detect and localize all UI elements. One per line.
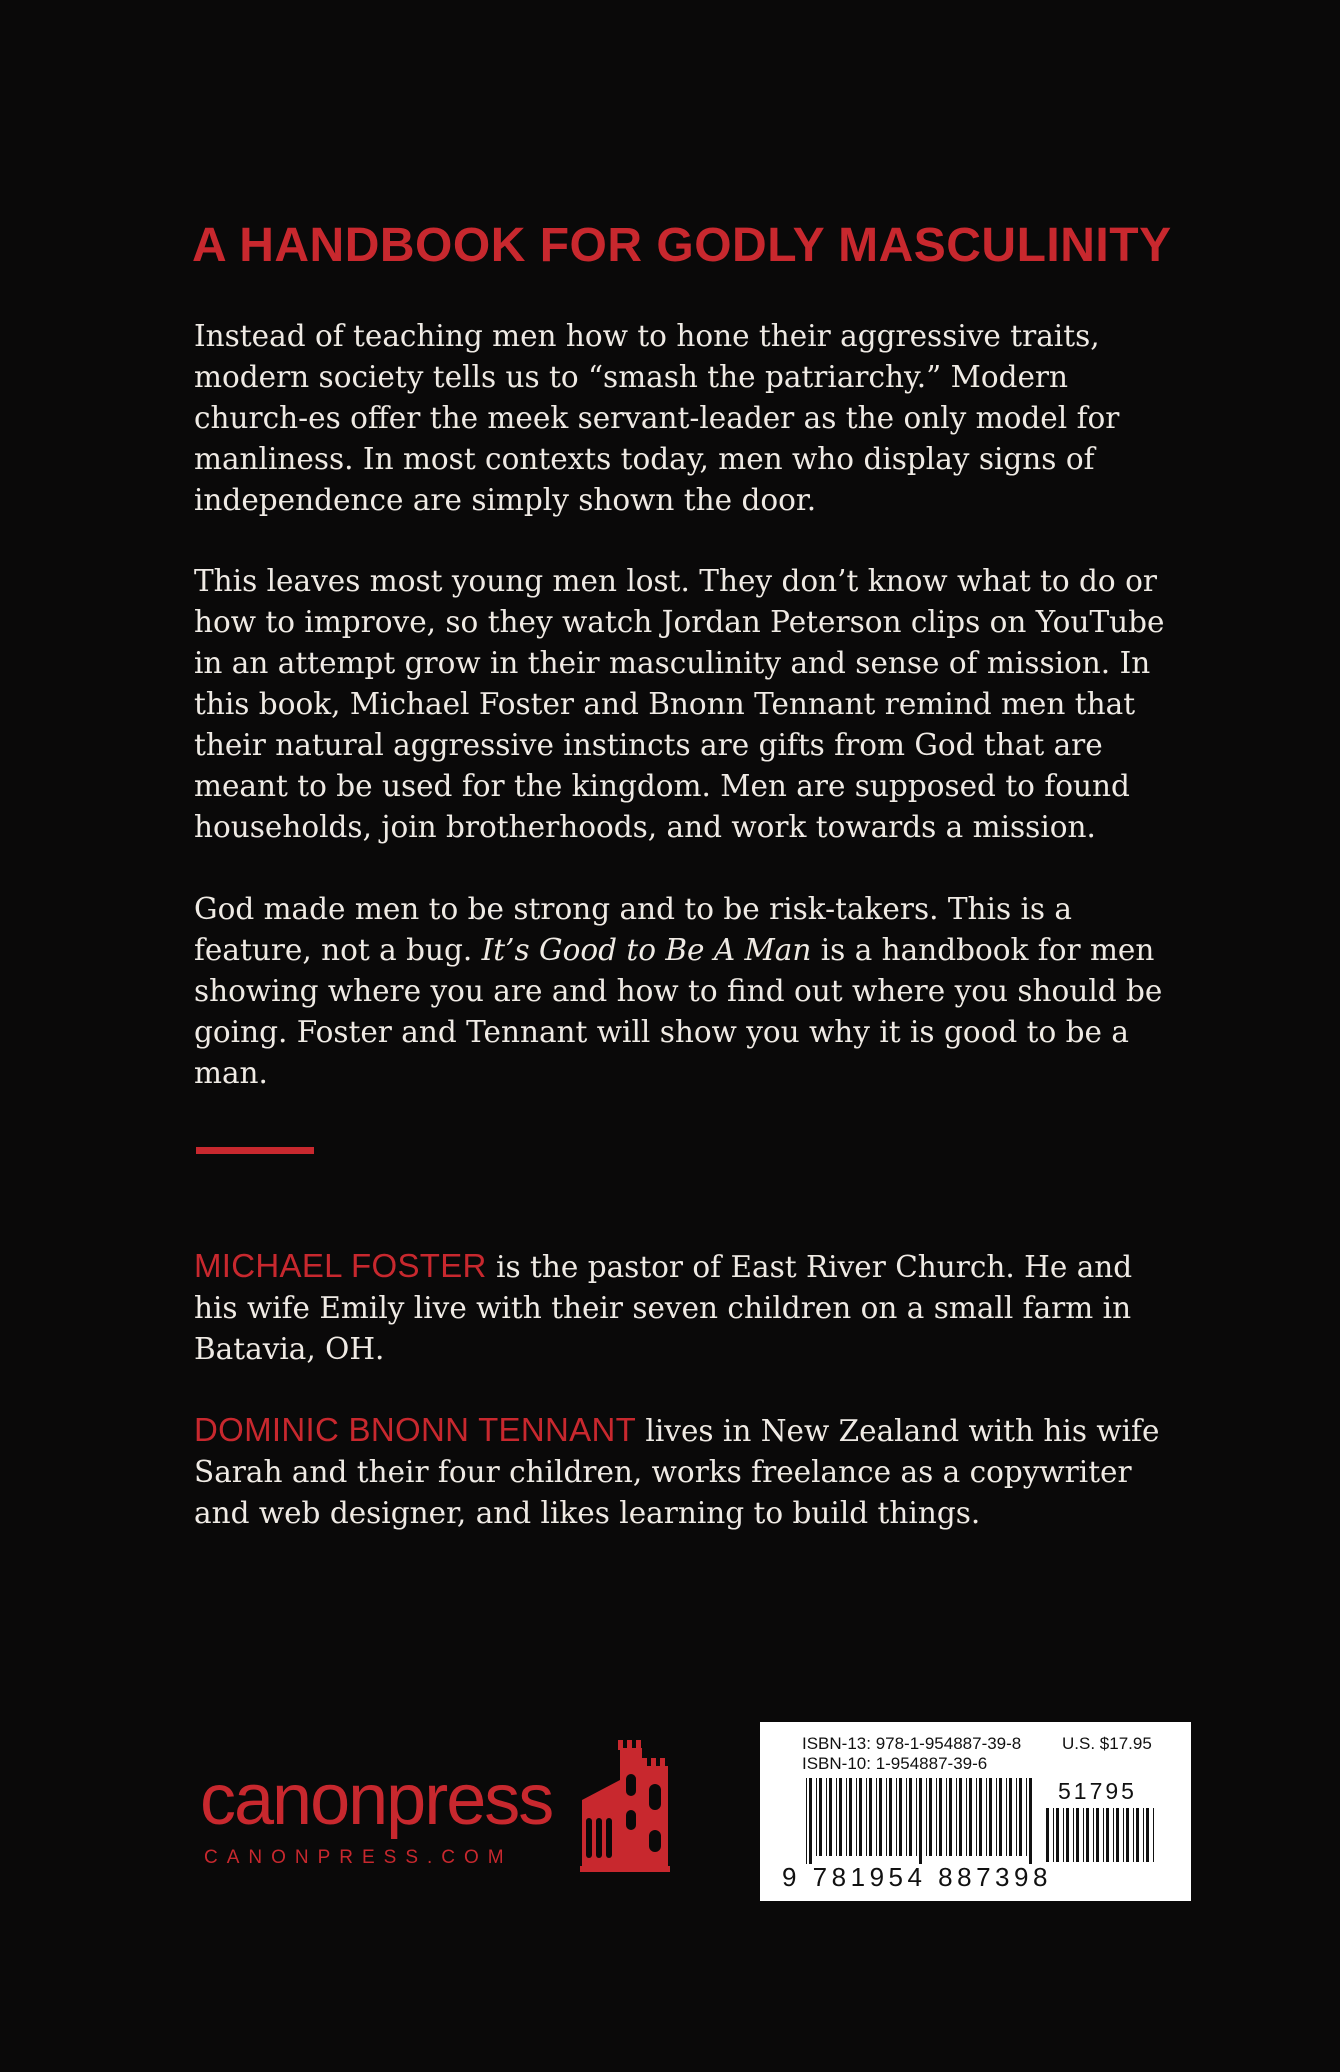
barcode-bar <box>876 1778 877 1856</box>
barcode-bar <box>1073 1808 1074 1862</box>
barcode-bar <box>1019 1778 1022 1856</box>
barcode-bar <box>889 1778 892 1856</box>
barcode-number: 9 781954 887398 <box>782 1862 1052 1892</box>
barcode-bar <box>969 1778 972 1856</box>
barcode-bar <box>859 1778 862 1856</box>
barcode-bar <box>899 1778 902 1856</box>
barcode-bar <box>1083 1808 1084 1862</box>
barcode-bar <box>856 1778 857 1856</box>
price-addon-code: 51795 <box>1058 1778 1137 1804</box>
barcode-bar <box>869 1778 872 1856</box>
publisher-name: canonpress <box>200 1760 553 1840</box>
barcode-bar <box>839 1778 842 1856</box>
barcode-bar <box>1096 1808 1099 1862</box>
barcode-bar <box>996 1778 997 1856</box>
publisher-url: CANONPRESS.COM <box>204 1847 513 1868</box>
barcode-bar <box>1153 1808 1154 1862</box>
barcode-bar <box>1116 1808 1119 1862</box>
barcode-bar <box>979 1778 982 1856</box>
book-title: It’s Good to Be A Man <box>481 933 812 967</box>
barcode-bar <box>896 1778 897 1856</box>
barcode-bar <box>1086 1808 1089 1862</box>
barcode-bar <box>936 1778 937 1856</box>
tower-icon <box>580 1740 670 1875</box>
barcode-bar <box>1123 1808 1124 1862</box>
barcode-bar <box>939 1778 942 1856</box>
description-paragraph-1: Instead of teaching men how to hone their aggressive traits, modern society tells us to “smash the patriarchy.” Modern church-es offer the meek servant-leader as the only model for manliness. In most contexts today, men who display signs of independence are simply shown the door. <box>194 319 1120 517</box>
barcode-bar <box>1103 1808 1104 1862</box>
barcode-bar <box>1136 1808 1139 1862</box>
barcode-bar <box>1143 1808 1144 1862</box>
barcode-bar <box>966 1778 967 1856</box>
barcode-bar <box>1063 1808 1064 1862</box>
barcode-bar <box>976 1778 977 1856</box>
barcode-bar <box>989 1778 992 1856</box>
author-bio-text-1: is the pastor of East River Church. He and his wife Emily live with their seven children on a small farm in Batavia, OH. <box>194 1250 1133 1366</box>
isbn-13-label: ISBN-13: 978-1-954887-39-8 <box>802 1734 1022 1753</box>
barcode-bar <box>829 1778 832 1856</box>
author-name-2: DOMINIC BNONN TENNANT <box>194 1411 637 1448</box>
description-paragraph-3 <box>194 889 1184 1094</box>
barcode-bar <box>1053 1808 1054 1862</box>
barcode-bar <box>1029 1778 1032 1864</box>
barcode-bar <box>1026 1778 1027 1856</box>
isbn-10-label: ISBN-10: 1-954887-39-6 <box>802 1754 988 1773</box>
barcode-bar <box>959 1778 962 1856</box>
price-label: U.S. $17.95 <box>1062 1734 1152 1753</box>
barcode-bar <box>1006 1778 1007 1856</box>
barcode-bar <box>819 1778 822 1856</box>
paragraph-3-text-end: is a handbook for men showing where you are and how to find out where you should be going. Foster and Tennant will show you why it is good to be a man. <box>194 933 1163 1090</box>
author-bio-2 <box>194 1409 1184 1534</box>
barcode-bar <box>809 1778 812 1864</box>
barcode-bar <box>1126 1808 1129 1862</box>
barcode-bar <box>926 1778 927 1856</box>
barcode-bar <box>886 1778 887 1856</box>
barcode-bar <box>999 1778 1002 1856</box>
barcode-bar <box>956 1778 957 1856</box>
barcode-bar <box>986 1778 987 1856</box>
barcode-bar <box>909 1778 912 1856</box>
barcode-bar <box>919 1778 922 1864</box>
barcode-bar <box>1009 1778 1012 1856</box>
barcode-bar <box>1076 1808 1079 1862</box>
barcode-bar <box>946 1778 947 1856</box>
page-heading: A HANDBOOK FOR GODLY MASCULINITY <box>192 219 1172 272</box>
barcode-bar <box>1133 1808 1134 1862</box>
barcode-bar <box>916 1778 917 1856</box>
barcode-bar <box>1113 1808 1114 1862</box>
barcode-bar <box>1066 1808 1069 1862</box>
isbn-barcode <box>760 1722 1191 1901</box>
publisher-logo <box>200 1740 670 1880</box>
barcode-bar <box>906 1778 907 1856</box>
author-bio-text-2: lives in New Zealand with his wife Sarah and their four children, works freelance as a copywriter and web designer, and likes learning to build things. <box>194 1414 1160 1530</box>
barcode-bar <box>1093 1808 1094 1862</box>
barcode-bar <box>849 1778 852 1856</box>
barcode-bar <box>826 1778 827 1856</box>
barcode-bar <box>866 1778 867 1856</box>
barcode-bar <box>929 1778 932 1856</box>
barcode-bar <box>836 1778 837 1856</box>
description-paragraph-2: This leaves most young men lost. They don’t know what to do or how to improve, so they watch Jordan Peterson clips on YouTube in an attempt grow in their masculinity and sense of mission. In this book, Michael Foster and Bnonn Tennant remind men that their natural aggressive instincts are gifts from God that are meant to be used for the kingdom. Men are supposed to found households, join brotherhoods, and work towards a mission. <box>194 564 1165 844</box>
barcode-bar <box>1016 1778 1017 1856</box>
barcode-bar <box>879 1778 882 1856</box>
author-name-1: MICHAEL FOSTER <box>194 1247 487 1284</box>
barcode-bar <box>806 1778 807 1864</box>
barcode-bar <box>1106 1808 1109 1862</box>
author-bio-1 <box>194 1245 1184 1370</box>
barcode-bar <box>1056 1808 1059 1862</box>
barcode-main-bars <box>806 1778 1034 1864</box>
barcode-bar <box>1046 1808 1049 1862</box>
barcode-addon-bars <box>1046 1808 1158 1862</box>
barcode-bar <box>816 1778 817 1856</box>
barcode-bar <box>846 1778 847 1856</box>
barcode-bar <box>1146 1808 1149 1862</box>
paragraph-3-text-start: God made men to be strong and to be risk-takers. This is a feature, not a bug. <box>194 892 1072 967</box>
barcode-bar <box>949 1778 952 1856</box>
section-divider <box>196 1147 314 1154</box>
